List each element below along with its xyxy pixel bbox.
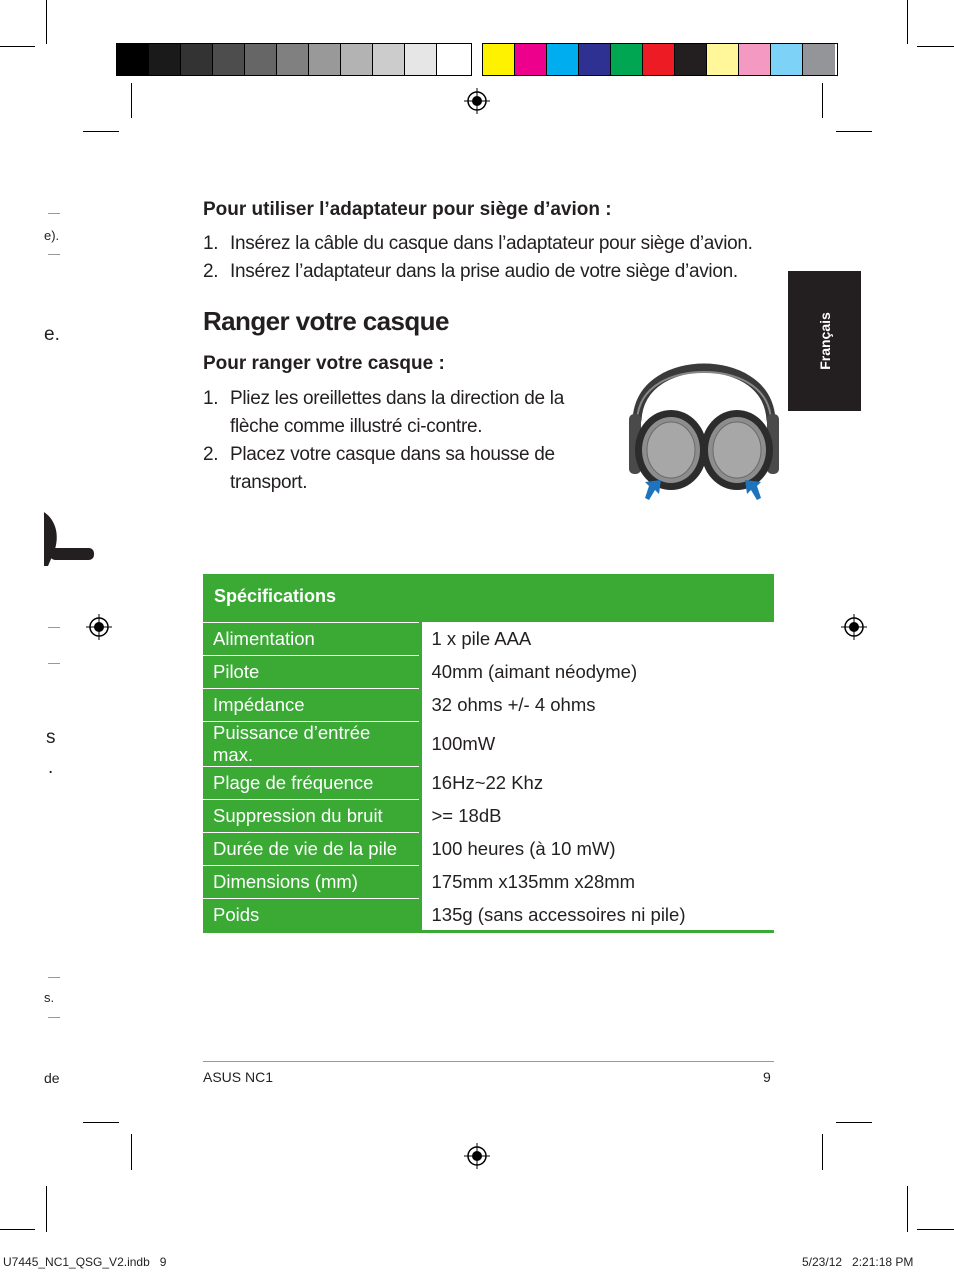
color-swatch	[437, 44, 469, 75]
step-text: Insérez la câble du casque dans l’adaptateur pour siège d’avion.	[230, 233, 753, 254]
section-title: Ranger votre casque	[203, 306, 449, 336]
step-text: Placez votre casque dans sa housse de transport.	[230, 444, 555, 493]
step-number: 2.	[203, 261, 219, 282]
table-row	[203, 767, 774, 800]
color-swatch	[611, 44, 643, 75]
color-swatch	[341, 44, 373, 75]
footer-product: ASUS NC1	[203, 1069, 274, 1085]
spec-label: Poids	[203, 899, 420, 932]
spec-label: Plage de fréquence	[203, 767, 420, 800]
step-number: 2.	[203, 444, 219, 465]
color-swatch	[515, 44, 547, 75]
footer-rule	[203, 1061, 774, 1062]
spec-value: 16Hz~22 Khz	[420, 767, 774, 800]
list-item	[203, 230, 783, 258]
edge-fragment: s.	[44, 990, 55, 1005]
color-swatch	[117, 44, 149, 75]
edge-fragment: .	[48, 757, 54, 778]
table-row	[203, 899, 774, 932]
edge-fragment: e).	[44, 228, 60, 243]
spec-value: 1 x pile AAA	[420, 623, 774, 656]
spec-label: Alimentation	[203, 623, 420, 656]
color-swatch	[547, 44, 579, 75]
storage-steps	[203, 385, 598, 497]
spec-value: 100 heures (à 10 mW)	[420, 833, 774, 866]
spec-value: 40mm (aimant néodyme)	[420, 656, 774, 689]
list-item	[203, 385, 598, 441]
color-swatch	[483, 44, 515, 75]
color-swatch	[245, 44, 277, 75]
color-swatch	[277, 44, 309, 75]
table-row	[203, 656, 774, 689]
color-swatch	[373, 44, 405, 75]
edge-fragment: s	[46, 727, 56, 748]
page-number: 9	[763, 1069, 771, 1085]
registration-mark-icon	[86, 614, 112, 640]
list-item	[203, 441, 598, 497]
step-number: 1.	[203, 233, 219, 254]
registration-mark-icon	[841, 614, 867, 640]
slug-file: U7445_NC1_QSG_V2.indb 9	[3, 1255, 167, 1269]
spec-label: Dimensions (mm)	[203, 866, 420, 899]
airplane-adapter-heading: Pour utiliser l’adaptateur pour siège d’avion :	[203, 199, 612, 220]
step-text: Insérez l’adaptateur dans la prise audio de votre siège d’avion.	[230, 261, 738, 282]
step-number: 1.	[203, 388, 219, 409]
color-swatch	[181, 44, 213, 75]
table-row	[203, 800, 774, 833]
specifications-table	[203, 574, 774, 933]
color-swatch	[309, 44, 341, 75]
spec-value: 32 ohms +/- 4 ohms	[420, 689, 774, 722]
grayscale-bar	[116, 43, 472, 76]
spec-value: 100mW	[420, 722, 774, 767]
table-row	[203, 722, 774, 767]
color-swatch	[579, 44, 611, 75]
spec-label: Puissance d’entrée max.	[203, 722, 420, 767]
color-swatch	[405, 44, 437, 75]
color-swatch	[707, 44, 739, 75]
spec-label: Impédance	[203, 689, 420, 722]
slug-date: 5/23/12 2:21:18 PM	[802, 1255, 914, 1269]
spec-value: 135g (sans accessoires ni pile)	[420, 899, 774, 932]
color-swatch	[213, 44, 245, 75]
table-row	[203, 866, 774, 899]
color-swatch	[803, 44, 835, 75]
registration-mark-icon	[464, 1143, 490, 1169]
step-text: Pliez les oreillettes dans la direction de la flèche comme illustré ci-contre.	[230, 388, 564, 437]
spec-label: Durée de vie de la pile	[203, 833, 420, 866]
folded-headphones-image	[625, 362, 783, 502]
headphone-fragment-icon	[44, 512, 96, 566]
registration-mark-icon	[464, 88, 490, 114]
color-swatch	[149, 44, 181, 75]
edge-fragment: de	[44, 1070, 60, 1086]
spec-label: Pilote	[203, 656, 420, 689]
spec-value: >= 18dB	[420, 800, 774, 833]
airplane-adapter-steps	[203, 230, 783, 286]
table-row	[203, 833, 774, 866]
color-swatch	[771, 44, 803, 75]
edge-fragment: e.	[44, 324, 60, 345]
table-header: Spécifications	[214, 586, 337, 606]
table-row	[203, 623, 774, 656]
list-item	[203, 258, 783, 286]
color-swatch	[739, 44, 771, 75]
color-swatch	[643, 44, 675, 75]
color-swatch	[675, 44, 707, 75]
spec-label: Suppression du bruit	[203, 800, 420, 833]
language-tab: Français	[788, 271, 861, 411]
color-bar	[482, 43, 838, 76]
table-row	[203, 689, 774, 722]
spec-value: 175mm x135mm x28mm	[420, 866, 774, 899]
storage-heading: Pour ranger votre casque :	[203, 353, 445, 374]
